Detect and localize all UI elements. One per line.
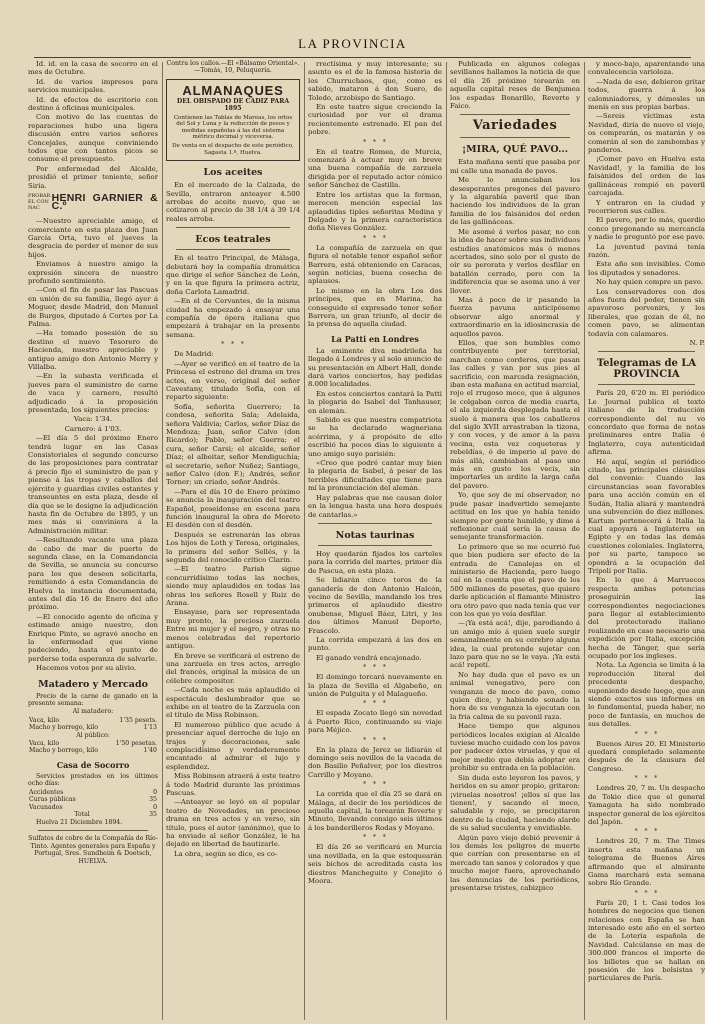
paragraph: Por enfermedad del Alcalde, presidió el primer teniente, señor Siria. xyxy=(28,164,158,190)
paragraph: De Madrid: xyxy=(174,350,214,359)
table-cell: Curas públicas xyxy=(29,796,76,804)
section-ornament: * * * xyxy=(221,341,245,349)
column-divider xyxy=(584,62,585,1020)
paragraph: —El conocido agente de oficina y estimado amigo nuestro, don Enrique Pinto, se agravó anoche en la enfermedad que viene padeciendo, hasta el punto de perderse toda esperanza de salvarle. xyxy=(28,612,158,663)
column-3 xyxy=(308,60,442,1020)
section-ornament: * * * xyxy=(634,828,659,836)
paragraph: Hacemos votos por su alivio. xyxy=(36,664,137,673)
paragraph: Londres 20, 7 m. The Times inserta esta mañana un telegrama de Buenos Aires afirmando que el almirante Gama marchará esta semana sobre Río Grande. xyxy=(588,837,705,888)
paragraph: —En el de Cervantes, de la misma ciudad ha empezado á ensayar una compañía de ópera italiana que empezará á trabajar en la presente semana. xyxy=(166,297,300,339)
table-cell: 0 xyxy=(153,803,157,811)
paragraph: —El día 5 del próximo Enero tendrá lugar en las Casas Consistoriales el segundo concurso de las proposiciones para contratar á precio fijo el suministro de pan y pienso á las tropas y caballos del ejército y guardias civiles estantes y transeuntes en esta plaza, desde el día que se le designe la adjudicación hasta fin de Octubre de 1895, y un mes más si conviniera á la Administración militar. xyxy=(28,434,158,535)
socorro-intro: Servicios prestados en los últimos ocho días: xyxy=(28,772,158,788)
paragraph: En el teatro Romea, de Murcia, comenzará á actuar muy en breve una buena compañía de zarzuela dirigida por el reputado actor cómico señor Sánchez de Castilla. xyxy=(308,147,442,190)
paragraph: En el mercado de la Calzada, de Sevilla, entraron anteayer 4.500 arrobas de aceite nuevo, que se cotizaron al precio de 38 1/4 á 39 1/4 reales arroba. xyxy=(166,181,300,223)
paragraph: En el teatro Principal, de Málaga, debutará hoy la compañía dramática que dirige el señor Sánchez de León, y en la que figura la primera actriz, doña Carlota Lamadrid. xyxy=(166,254,300,296)
table-cell: 1'35 pesets. xyxy=(119,716,157,724)
table-cell: 1'40 xyxy=(143,747,157,755)
almanaques-subtitle: DEL OBISPADO DE CADIZ PARA 1895 xyxy=(176,97,290,113)
table-cell: Vaca, kilo xyxy=(29,716,60,724)
paragraph: No hay duda que el pavo es un animal venegativo, pero con venganza de moco de pavo, como quien dice, y habiendo sonado la hora de su venganza la ejecutan con la fria calma de su pavonil raza. xyxy=(450,670,580,721)
section-ornament: * * * xyxy=(634,775,659,783)
paragraph: En la plaza de Jerez se lidiarán el domingo seis novillos de la vacada de don Basilio Peñalver, por los diestros Carrillo y Moyano. xyxy=(308,745,442,779)
table-cell: Vacunados xyxy=(29,803,63,811)
paragraph: Londres 20, 7 m. Un despacho de Tokio dice que el general Yamagata ha sido nombrado inspector general de los ejércitos del Japón. xyxy=(588,784,705,826)
paragraph: El domingo torcará nuevamente en la plaza de Sevilla el Algabeño, en unión de Pulguita y el Malagueño. xyxy=(308,673,442,698)
paragraph: La corrida empezará á las dos en punto. xyxy=(308,635,442,653)
paragraph: París 20, 1 t. Casi todos los hombres de negocios que tienen relaciones con España se han interesado este año en el sorteo de la Lotería española de Navidad. Calcúlanse en mas de 300.000 francos el importe de los billetes que se hallan en posesión de los bolsistas y particulares de París. xyxy=(588,898,705,983)
paragraph: —Anteayer se leyó en el popular teatro de Novedades, un precioso drama en tres actos y en verso, sin título, pues el autor (anónimo), que lo ha enviado al señor González, le ha dejado en libertad de bautizarle. xyxy=(166,798,300,849)
advert-prefix: PROBAR EL CON NAC xyxy=(28,193,51,212)
paragraph: Id. de efectos de escritorio con destino á oficinas municipales. xyxy=(28,95,158,113)
section-ornament: * * * xyxy=(634,889,659,897)
table-cell: 35 xyxy=(149,811,157,819)
table-cell: 0 xyxy=(153,788,157,796)
market-table xyxy=(28,717,158,755)
paragraph: Entre los artistas que la forman, merecen mención especial las aplaudidas tiples señoritas Medina y Delgado y la primera característica doña Nieves González. xyxy=(308,190,442,233)
paragraph: La corrida que el día 25 se dará en Málaga, al decir de los periódicos de aquella capital, la torearán Reverte y Minuto, llevando consigo seis últimos á los banderilleros Rodas y Moyano. xyxy=(308,790,442,832)
column-4 xyxy=(450,60,580,1020)
paragraph: Ellos, que son bumbles como contribuyente por territorial, marchan como corderos, que pasan las calles y van por sus pies al sacrificio, con marcada resignación, iban esta mañana en actitud marcial, rojo el rrugoso moco, que á algunos le colgaban cerca de media cuarta, el ala izquierda desplegada hasta el suelo á manera que los caballeros del siglo XVII arrastraban la tizona, y con voces, y de amor á la pava vecina, esta vez coqueteras y rebeldías, ó de imperio al pavo de más allá, cambiaban al paso uno más en gusto los vecis, sin importarles un ardite la larga caña del pavero. xyxy=(450,338,580,490)
divider xyxy=(460,114,570,115)
paragraph: En este teatro sigue creciendo la curiosidad por ver el drama recientemente estrenado. El pan del pobre. xyxy=(308,103,442,137)
paragraph: El ganado vendrá encajonado. xyxy=(316,653,422,662)
paragraph: La obra, según se dice, es co- xyxy=(174,849,278,858)
table-row xyxy=(28,740,158,748)
table-cell: Accidentes xyxy=(29,788,64,796)
paragraph: Y entraron en la ciudad y recorrieron sus calles. xyxy=(588,198,705,215)
column-5 xyxy=(588,60,705,1020)
table-row xyxy=(28,796,158,804)
paragraph: —Para el día 10 de Enero próximo se anuncia la inauguración del teatro Español, poseidonse en escena para función inaugural la obra de Moreto El desdén con el desdén. xyxy=(166,487,300,530)
table-cell: Total xyxy=(74,811,90,819)
section-ornament: * * * xyxy=(634,730,659,738)
market-subheading: Al matadero: xyxy=(72,708,114,716)
paragraph: Ensayase, para ser representada muy pronto, la preciosa zarzuela Entre mi mujer y el negro, y otras no menos celebradas del repertorio antiguo. xyxy=(166,608,300,651)
taurinas-heading: Notas taurinas xyxy=(335,529,415,541)
column-divider xyxy=(162,62,163,1020)
paragraph: Hay palabras que me causan dolor en la lengua hasta una hora después de cantarlas.» xyxy=(308,493,442,519)
paragraph: No hay quien compre un pavo. xyxy=(596,278,703,287)
paragraph: Publicada en algunos colegas sevillanos hallamos la noticia de que el día 26 próximo torearán en aquella capital reses de Benjumea los espadas Bonarillo, Reverte y Faico. xyxy=(450,60,580,111)
divider xyxy=(598,351,695,352)
socorro-heading: Casa de Socorro xyxy=(56,759,130,770)
column-divider xyxy=(304,62,305,1020)
paragraph: Sin duda esto leyeron los pavos, y heridos en su amor propio, gritaron: ¡viruelas nosotros! ¡ellos sí que las tienen!, y sacando el moco, saludable y rojo, se precipitaron dentro de la ciudad, haciendo alarde de su salud suculenta y envidiable. xyxy=(450,773,580,833)
paragraph: Se lidiarán cinco toros de la ganadería de don Antonio Halcón, vecino de Sevilla, mandando los tres primeros el aplaudido diestro onubense, Miguel Báez, Litri, y los dos últimos Manuel Deporto, Frascolo. xyxy=(308,576,442,635)
price-line: Vaca: 1'34. xyxy=(73,415,113,424)
dateline: Huelva 21 Diciembre 1894. xyxy=(36,819,123,826)
paragraph: Algún pavo viejo debió prevenir á los demás los peligros de muerte que corrían con presentarse en el mercado tan sanos y colorados y que mucho mejor fuera, aprovechando las denuncias de los periódicos, presentarse tristes, cabizpico xyxy=(450,833,580,892)
table-row xyxy=(28,804,158,812)
paragraph: —Ayer se verificó en el teatro de la Princesa el estreno del drama en tres actos, en verso, original del señor Cavestany, titulado Sofía, con el reparto siguiente: xyxy=(166,359,300,402)
column-divider xyxy=(446,62,447,1020)
newspaper-title: LA PROVINCIA xyxy=(298,36,407,51)
table-cell: 1'13 xyxy=(143,724,157,732)
paragraph: ¡Comer pavo en Huelva esta Navidad!, y la familia de los faisánidos del orden de las gallináceas rompió en paveril carcajada. xyxy=(588,155,705,198)
paragraph: —¡Ya está acá!, dije, parodiando á un amigo mío á quien suele surgir semanalmente en su cerebro alguna idea, la cual pretende sujetar con lazo para que no se le vaya. ¡Ya está acá! repetí. xyxy=(450,619,580,670)
paragraph: Hoy quedarán fijados los carteles para la corrida del martes, primer día de Pascua, en esta plaza. xyxy=(308,549,442,575)
divider xyxy=(598,384,695,385)
sulfatos-advert: Sulfatos de cobre de la Compañía de Río-Tinto. Agentes generales para España y Portugal, Sres. Sundheim & Doetsch, HUELVA. xyxy=(28,835,158,865)
paragraph: Id. id. en la casa de socorro en el mes de Octubre. xyxy=(28,60,158,77)
column-1 xyxy=(28,60,158,1020)
section-ornament: * * * xyxy=(363,138,387,146)
divider xyxy=(176,249,290,250)
paragraph: Sabido es que nuestra compatriota se ha declarado wagneriana acérrima, y á propósito de ello escribió ha pocos días lo siguiente á uno amigo suyo parisién: xyxy=(308,416,442,458)
paragraph: rrectísima y muy interesante; su asunto es el de la famosa historia de los Churruchaos, que, como es sabido, mataron á don Suero, de Toledo, arzobispo de Santiago. xyxy=(308,60,442,102)
masthead xyxy=(0,0,705,52)
aceites-heading: Los aceites xyxy=(203,167,263,179)
table-row xyxy=(28,732,158,740)
paragraph: Hace tiempo que algunos periódicos locales exigían al Alcalde tuviese mucho cuidado con los pavos por padecer éxtos viruelas, y que el mejor medio que debía adoptar era prohibir su entrada en la población. xyxy=(450,722,580,773)
price-line: Carnero: á 1'03. xyxy=(64,424,122,433)
paragraph: —Nuestro apreciable amigo, el comerciante en esta plaza don Juan García Orta, tuvo el jueves la desgracia de perder el menor de sus hijos. xyxy=(28,217,158,259)
paragraph: —El teatro Parish sigue concurridísimo todas las noches, siendo muy aplaudidos en todas las obras los señores Rosell y Ruiz de Arana. xyxy=(166,565,300,608)
paragraph: Después se estrenarán las obras Los hijos de Loth y Teresa, originales, la primera del señor Sellés, y la segunda del conocido crítico Clarín. xyxy=(166,530,300,565)
telegramas-heading: Telegramas de LA PROVINCIA xyxy=(596,358,697,381)
paragraph: En breve se verificará el estreno de una zarzuela en tres actos, arreglo del francés, original la música de un célebre compositor. xyxy=(166,651,300,685)
divider xyxy=(460,137,570,138)
section-ornament: * * * xyxy=(363,234,387,242)
table-cell: 35 xyxy=(149,796,157,804)
paragraph: —Ha tomado posesión de su destino el nuevo Tesorero de Hacienda, nuestro apreciable y antiguo amigo don Antonio Merry y Villalba. xyxy=(28,329,158,371)
paragraph: —En la subasta verificada el jueves para el suministro de carne de vaca y carnero, resultó adjudicado á la proposición presentada, los siguientes precios: xyxy=(28,372,158,415)
section-ornament: * * * xyxy=(363,736,387,744)
divider xyxy=(318,545,432,546)
paragraph: Lo mismo en la obra Los dos príncipes, que en Marina, ha conseguido el expresado tenor señor Barrera, un gran triunfo, al decir de la prensa de aquella ciudad. xyxy=(308,286,442,329)
paragraph: Hé aquí, según el periódico citado, las principales cláusulas del convenio: Cuando las circunstancias sean favorables para una acción común en el Sudán, Italia aliará y mantendrá una subvención de diez millones. Kartum pertenecerá á Italia la cual apoyará á Inglaterra en Egipto y en todas las demás cuestiones coloniales. Inglaterra, por su parte, tampoco se opondrá a la ocupación del Trípoli por Italia. xyxy=(588,457,705,575)
paragraph: y moco-bajo, aparentando una convalecencia varioloza. xyxy=(588,60,705,77)
signature: N. P. xyxy=(689,339,705,347)
variedades-heading: Variedades xyxy=(472,118,558,134)
paragraph: —Sereis víctimas esta Navidad, diría de nuevo el viejo, os comprarán, os matarán y os comerán al son de zambombas y panderos. xyxy=(588,112,705,155)
paragraph: La juventud paviná tenía razón. xyxy=(588,242,705,259)
table-row xyxy=(28,789,158,797)
paragraph: En estos conciertos cantará la Patti la plegaria de Isabel del Tanhauser, en alemán. xyxy=(308,389,442,415)
paragraph: Con motivo de las cuentas de reparaciones hubo una ligera discusión entre varios señores Concejales, aunque conviniendo todos que con tantos picos se consume el presupuesto. xyxy=(28,113,158,164)
table-cell: Macho y borrego, kilo xyxy=(29,747,98,755)
market-heading: Matadero y Mercado xyxy=(38,678,148,690)
paragraph: —Con el fin de pasar las Pascuas en unión de su familia, llegó ayer á Moguer, desde Madrid, don Manuel de Burgos, diputado á Cortes por La Palma. xyxy=(28,286,158,328)
paragraph: El pavero, por lo más, querdio conco pregonando su mercancía y nadie le preguntó por ese pavo. xyxy=(588,216,705,242)
paragraph: Esta mañana sentí que pasaba por mi calle una manada de pavos. xyxy=(450,158,580,175)
paragraph: —Cada noche es más aplaudido el espectáculo deslumbrador que se exhibe en el teatro de la Zarzuela con el título de Miss Robinson. xyxy=(166,686,300,720)
table-cell: Macho y borrego, kilo xyxy=(29,724,98,732)
paragraph: Yo, que soy de mí observador, no pude pasar inadvertido semejante actitud en los que yo había tenido siempre por gente humilde, y dime á reflexionar cuál sería la causa de semejante transformación. xyxy=(450,491,580,542)
paragraph: El espada Zocato llegó sin novedad á Puerto Rico, continuando su viaje para Méjico. xyxy=(308,709,442,735)
paragraph: Lo primero que se me ocurrió fué que bien pudiera ser efecto de la entrada de Canalejas en el ministerio de Hacienda, pero luego caí en la cuenta que el pavo de los 500 millones de pesetas, que quiere darle aplicación el flamante Ministro ora otro pavo que nada tenía que ver con los que yo veía desfilar. xyxy=(450,542,580,618)
ecos-heading: Ecos teatrales xyxy=(195,234,271,246)
paragraph: «Creo que podré cantar muy bien la plegaria de Isabel, á pesar de las terribles dificultades que tiene para mí la pronunciación del alemán. xyxy=(308,459,442,493)
paragraph: Me lo anunciaban los desesperantes pregones del pavero y la algarabía paveril que iban haciendo los individuos de la gran familia de los faisánidos del orden de las gallináceas. xyxy=(450,176,580,227)
section-ornament: * * * xyxy=(363,781,387,789)
section-ornament: * * * xyxy=(363,664,387,672)
market-intro: Precio de la carne de ganado en la presente semana: xyxy=(28,692,158,708)
almanaques-note: De venta en el despacho de este periódico, Sagasta 1.º, Huelva. xyxy=(172,143,294,156)
patti-heading: La Patti en Londres xyxy=(331,333,419,344)
table-row xyxy=(28,724,158,732)
paragraph: Sofía, señorita Guerrero; la condesa, señorita Sala; Adelaida, señora Valdivia; Carlos, señor Díaz de Mendoza; Juan, señor Calvo (don Ricardo); Pablo, señor Guerra; el cura, señor Carsi; el alcalde, señor Díaz; el albeitar, señor Mendiguchía; el secretario, señor Nuñez; Santiago, señor Calvo (don F.); Andrés, señor Torner; un criado, señor Andrés. xyxy=(166,402,300,487)
paragraph: Miss Robinson atraerá á este teatro á todo Madrid durante las próximas Pascuas. xyxy=(166,772,300,797)
pavo-heading: ¡MIRA, QUÉ PAVO... xyxy=(461,144,569,156)
paragraph: Id. de varios impresos para servicios municipales. xyxy=(28,77,158,95)
garnier-advert xyxy=(28,193,158,211)
paragraph: La eminente diva madrileña ha llegado á Londres y al solo anuncio de su presentación en Albert Hall, donde dará varios conciertos, hay pedidas 8.000 localidades. xyxy=(308,346,442,389)
divider xyxy=(318,523,432,524)
divider xyxy=(176,227,290,228)
table-row xyxy=(28,717,158,725)
paragraph: El día 26 se verificará en Murcia una novillada, en la que estoquearán seis bichos de acreditada casta los diestros Mancheguito y Conejito ó Moora. xyxy=(308,843,442,885)
paragraph: Nota. La Agencia se limita á la reproducción literal del precedente despacho, suponiendo desde luego, que aun siendo exactos sus informes en lo fundamental, pueda haber, no poco de fantasía, en muchos de sus detalles. xyxy=(588,661,705,729)
paragraph: Este año son invisibles. Como los diputados y senadores. xyxy=(588,260,705,277)
paragraph: Enviamos á nuestro amigo la expresión sincera de nuestro profundo sentimiento. xyxy=(28,260,158,285)
divider xyxy=(38,830,148,831)
socorro-table xyxy=(28,789,158,819)
table-row xyxy=(28,747,158,755)
almanaques-advert xyxy=(166,79,300,161)
paragraph: Mas á poco de ir pasando la fuerza pavuna anticipóseme observar algo anormal y extraordinario en la idiosincrasia de aquellos pavos. xyxy=(450,295,580,338)
column-2 xyxy=(166,60,300,1020)
masthead-rule xyxy=(34,57,691,58)
paragraph: —Nada de eso, debieron gritar todos, guerra á los calomniadores, y démosles un menís en sus propias barbas. xyxy=(588,77,705,112)
paragraph: El numeroso público que acude á presenciar aquel derroche de lujo en trajes y decoraciones, sale complacidísimo y verdaderamente encantado al admirar el lujo y esplendidez. xyxy=(166,720,300,771)
paragraph: Buenos Aires 20. El Ministerio quedará completado solamente después de la clausura del Congreso. xyxy=(588,739,705,773)
paragraph: Los conservadores con dos años fuera del poder, tienen sin apavoroso porvenirs, y los liberales, que gozan de él, no comen pavo, se alimentan todavía con calamares. xyxy=(588,287,705,338)
table-cell: Al público: xyxy=(76,732,110,740)
paragraph: —Resultando vacante una plaza de cabo de mar de puerto de segunda clase, en la Comandancia de Sevilla, se anuncia su concurso para los que deseen solicitarla, remitiendo á esta Comandancia de Huelva la instancia documentada, antes del día 16 de Enero del año próximo. xyxy=(28,536,158,612)
almanaques-body: Contienen las Tablas de Mareas, los ortos del Sol y Luna y la reducción de pesos y medidas españolas á las del sistema métrico decimal y viceversa. xyxy=(173,114,293,141)
table-row xyxy=(28,811,158,819)
paragraph: París 20, 6'20 m. El periódico Le Journal publica el texto italiano de la traducción correspondiente del nu vo concordato que forma de notas preliminares entre Italia é Inglaterra, cuya autenticidad afirma. xyxy=(588,389,705,457)
advert-brand: HENRI GARNIER & C.º xyxy=(51,191,158,213)
table-cell: 1'50 pesetas. xyxy=(115,739,157,747)
paragraph: La compañía de zarzuela en que figura el notable tenor español señor Barrera, está obteniendo en Caracas, según noticias, buena cosecha de aplausos. xyxy=(308,243,442,286)
paragraph: Me asomé á verlos pasar, no con la idea de hacer sobre sus individuos estudios anatómicos más ó menos acertados, sino solo por el gusto de oír su perorata y verlos desfilar en batallón cerrado, pero con la indiferencia que se asoma uno á ver llover. xyxy=(450,227,580,295)
table-cell: Vaca, kilo xyxy=(29,739,60,747)
paragraph: En lo que á Marruecos respecta ambas potencias proseguirán las correspondientes negociaciones para llegar al establecimiento del protectorado italiano realizando en caso necesario una expedición por Italia, excepción hecha de Tánger, que sería ocupado por los ingleses. xyxy=(588,576,705,660)
callos-advert: Contra los callos.—El «Bálsamo Oriental».—Tomás, 10, Peluquería. xyxy=(166,60,300,75)
almanaques-title: ALMANAQUES xyxy=(182,82,284,98)
section-ornament: * * * xyxy=(363,834,387,842)
section-ornament: * * * xyxy=(363,700,387,708)
